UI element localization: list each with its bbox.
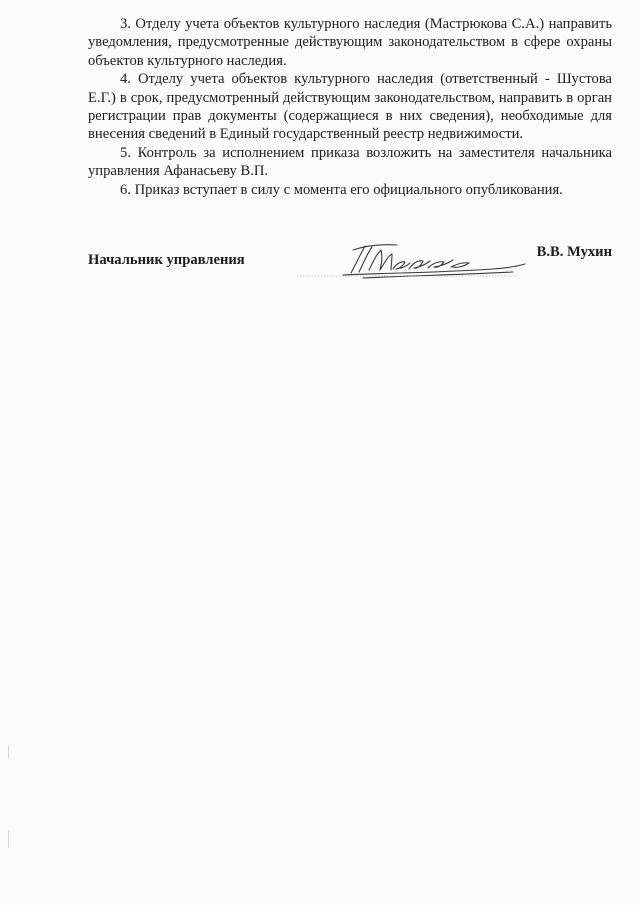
paragraph-3: 3. Отделу учета объектов культурного наследия (Мастрюкова С.А.) направить уведомления, предусмотренные действующим законодательством в сфере охраны объектов культурного наследия. (88, 16, 612, 69)
document-body (88, 15, 612, 199)
scan-edge-mark (8, 745, 9, 759)
paragraph-4: 4. Отделу учета объектов культурного наследия (ответственный - Шустова Е.Г.) в срок, предусмотренный действующим законодательством, направить в орган регистрации прав документы (содержащиеся в них сведения), необходимые для внесения сведений в Единый государственный реестр недвижимости. (88, 71, 612, 143)
signatory-name: В.В. Мухин (536, 244, 612, 260)
signatory-title: Начальник управления (88, 252, 245, 268)
paragraph-5: 5. Контроль за исполнением приказа возложить на заместителя начальника управления Афанасьеву В.П. (88, 144, 612, 180)
paragraph-6: 6. Приказ вступает в силу с момента его официального опубликования. (120, 181, 563, 198)
signature-block (88, 242, 612, 282)
handwritten-signature (293, 242, 563, 282)
scan-edge-mark (8, 830, 9, 848)
